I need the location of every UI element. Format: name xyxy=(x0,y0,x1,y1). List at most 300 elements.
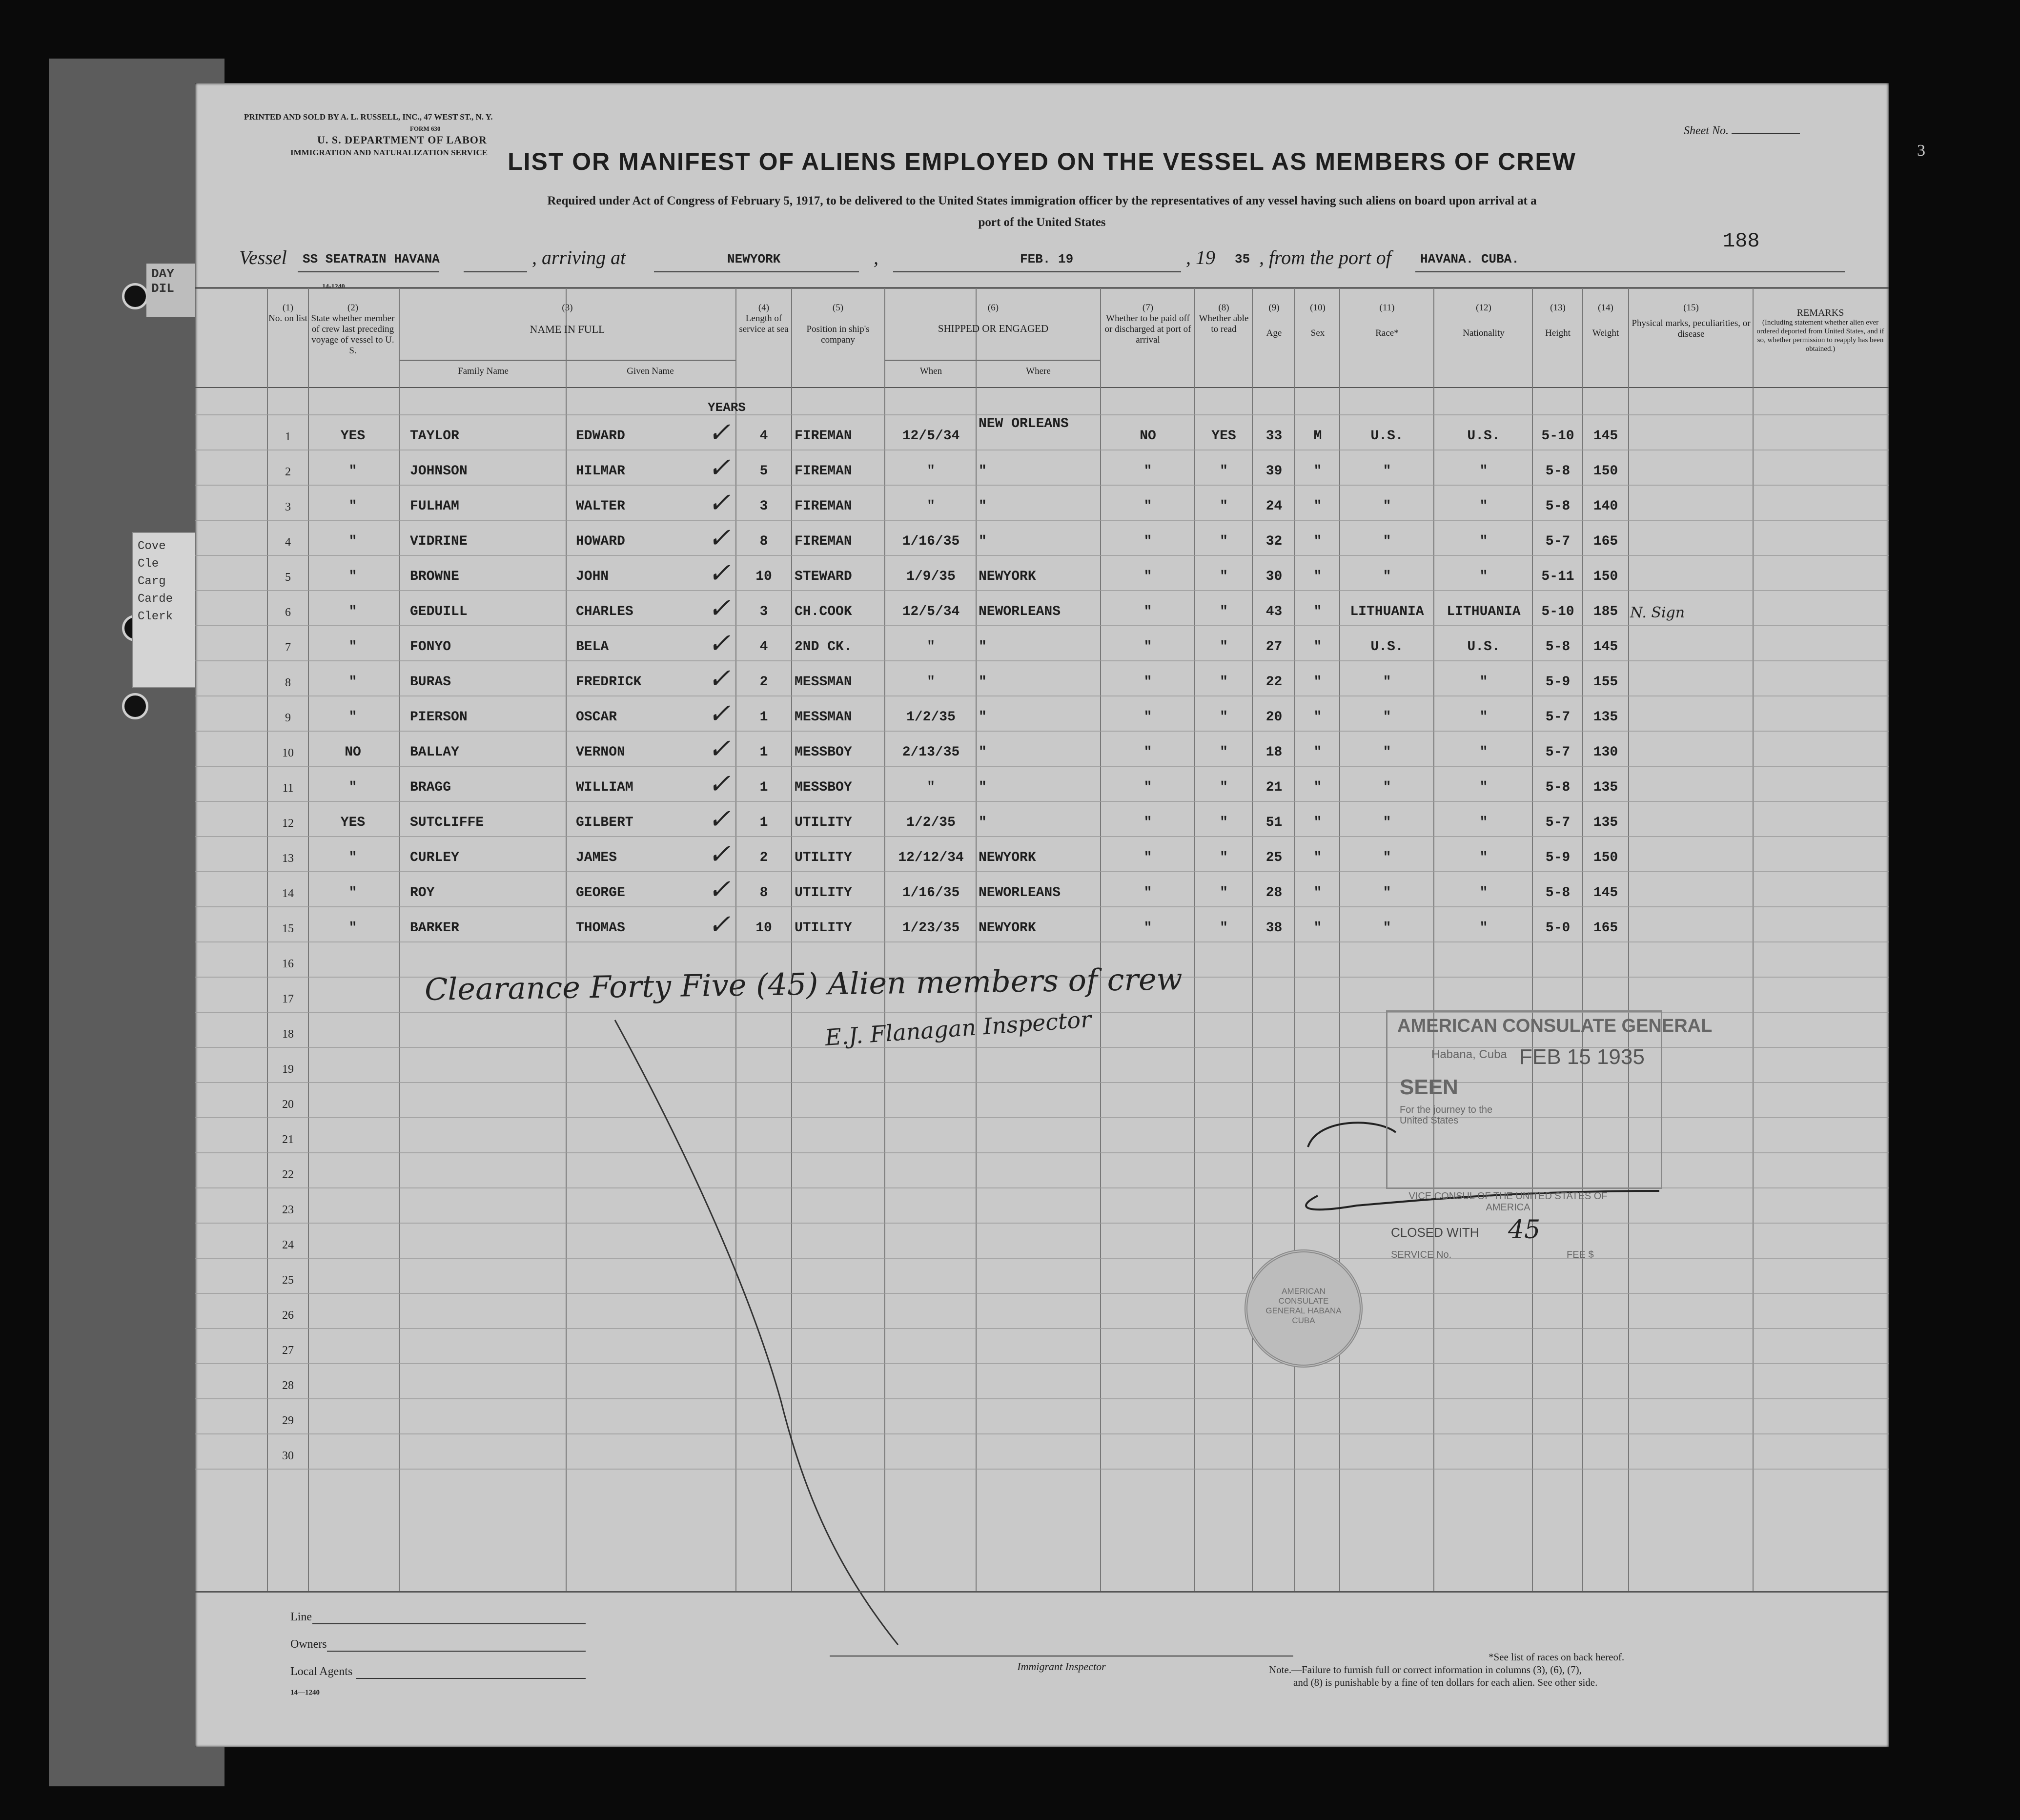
header-able-to-read: Whether able to read xyxy=(1199,313,1249,334)
cell-service: 10 xyxy=(755,569,772,584)
cell-given: GILBERT xyxy=(576,815,633,830)
header-given-name: Given Name xyxy=(627,366,674,376)
row-number: 19 xyxy=(282,1063,294,1076)
manifest-sheet xyxy=(195,83,1925,1747)
cell-paid: " xyxy=(1143,499,1152,514)
cell-sex: " xyxy=(1313,675,1322,690)
header-remarks: REMARKS xyxy=(1796,307,1844,318)
cell-no: 13 xyxy=(282,852,294,865)
cell-where: " xyxy=(979,815,987,830)
cell-given: FREDRICK xyxy=(576,675,642,690)
cell-prev: " xyxy=(348,885,357,900)
document-title: LIST OR MANIFEST OF ALIENS EMPLOYED ON THE VESSEL AS MEMBERS OF CREW xyxy=(508,148,1576,175)
cell-sex: " xyxy=(1313,569,1322,584)
cell-height: 5-9 xyxy=(1545,850,1571,865)
header-race: Race* xyxy=(1375,328,1399,338)
check-mark-icon: ✓ xyxy=(708,698,731,730)
cell-position: STEWARD xyxy=(795,569,852,584)
handwritten-clearance-note: Clearance Forty Five (45) Alien members of crew xyxy=(424,961,1183,1007)
page-mark: 3 xyxy=(1917,142,1925,160)
header-paid-off: Whether to be paid off or discharged at port of arrival xyxy=(1104,313,1191,345)
check-mark-icon: ✓ xyxy=(708,838,731,870)
cell-given: VERNON xyxy=(576,745,625,760)
cell-given: JAMES xyxy=(576,850,617,865)
footer-inspector-label: Immigrant Inspector xyxy=(1017,1660,1106,1673)
cell-nationality: " xyxy=(1479,850,1488,865)
cell-when: 1/16/35 xyxy=(902,885,960,900)
cell-given: OSCAR xyxy=(576,710,617,725)
footer-agents-label: Local Agents xyxy=(290,1665,353,1678)
cell-nationality: " xyxy=(1479,675,1488,690)
cell-race: " xyxy=(1383,464,1391,479)
cell-race: " xyxy=(1383,710,1391,725)
cell-nationality: U.S. xyxy=(1467,639,1500,654)
cell-when: 12/5/34 xyxy=(902,429,960,444)
cell-given: GEORGE xyxy=(576,885,625,900)
cell-position: UTILITY xyxy=(795,815,852,830)
cell-family: CURLEY xyxy=(410,850,459,865)
col-number: (9) xyxy=(1268,303,1280,313)
cell-position: FIREMAN xyxy=(795,534,852,549)
cell-prev: NO xyxy=(345,745,361,760)
cell-age: 22 xyxy=(1265,675,1283,690)
cell-sex: " xyxy=(1313,850,1322,865)
cell-age: 24 xyxy=(1265,499,1283,514)
cell-position: MESSMAN xyxy=(795,675,852,690)
cell-when: 1/2/35 xyxy=(906,815,956,830)
cell-paid: " xyxy=(1143,604,1152,619)
seal-text: AMERICAN CONSULATE GENERAL HABANA CUBA xyxy=(1265,1287,1342,1325)
cell-paid: " xyxy=(1143,639,1152,654)
cell-service: 1 xyxy=(759,780,768,795)
handwritten-inspector-signature: E.J. Flanagan Inspector xyxy=(824,1006,1092,1051)
sheet-label: Sheet No. xyxy=(1684,124,1729,137)
cell-sex: " xyxy=(1313,745,1322,760)
cell-nationality: " xyxy=(1479,534,1488,549)
cell-read: " xyxy=(1220,885,1228,900)
cell-race: " xyxy=(1383,569,1391,584)
cell-position: FIREMAN xyxy=(795,499,852,514)
cell-family: FONYO xyxy=(410,639,451,654)
cell-where: " xyxy=(979,710,987,725)
cell-height: 5-7 xyxy=(1545,534,1571,549)
cell-sex: " xyxy=(1313,780,1322,795)
cell-service: 1 xyxy=(759,745,768,760)
header-sex: Sex xyxy=(1310,328,1325,338)
cell-read: " xyxy=(1220,920,1228,936)
cell-nationality: " xyxy=(1479,745,1488,760)
cell-prev: " xyxy=(348,464,357,479)
check-mark-icon: ✓ xyxy=(708,663,731,695)
header-weight: Weight xyxy=(1592,328,1619,338)
cell-age: 28 xyxy=(1265,885,1283,900)
arriving-label: , arriving at xyxy=(532,246,626,268)
arriving-port: NEWYORK xyxy=(727,252,781,266)
header-where: Where xyxy=(1026,366,1051,376)
check-mark-icon: ✓ xyxy=(708,803,731,835)
cell-no: 7 xyxy=(285,641,291,654)
cell-age: 38 xyxy=(1265,920,1283,936)
cell-age: 20 xyxy=(1265,710,1283,725)
cell-nationality: U.S. xyxy=(1467,429,1500,444)
cell-read: " xyxy=(1220,710,1228,725)
stamp-lower-block xyxy=(1386,1191,1659,1274)
row-number: 26 xyxy=(282,1309,294,1322)
form-number: FORM 630 xyxy=(410,125,441,132)
cell-family: BALLAY xyxy=(410,745,459,760)
cell-service: 3 xyxy=(759,499,768,514)
cell-read: " xyxy=(1220,639,1228,654)
cell-weight: 185 xyxy=(1593,604,1618,619)
cell-no: 11 xyxy=(282,782,294,795)
cell-no: 9 xyxy=(285,712,291,724)
col-number: (3) xyxy=(562,303,573,313)
cell-paid: " xyxy=(1143,464,1152,479)
check-mark-icon: ✓ xyxy=(708,557,731,589)
cell-read: " xyxy=(1220,464,1228,479)
cell-when: " xyxy=(927,464,935,479)
cell-where: NEW ORLEANS xyxy=(979,416,1069,431)
cell-family: BURAS xyxy=(410,675,451,690)
cell-no: 12 xyxy=(282,817,294,830)
cell-where: " xyxy=(979,745,987,760)
cell-paid: " xyxy=(1143,850,1152,865)
cell-race: U.S. xyxy=(1370,429,1404,444)
cell-nationality: " xyxy=(1479,499,1488,514)
cell-family: FULHAM xyxy=(410,499,459,514)
binder-hole-icon xyxy=(122,283,148,309)
cell-sex: " xyxy=(1313,920,1322,936)
cell-race: " xyxy=(1383,850,1391,865)
cell-age: 32 xyxy=(1265,534,1283,549)
cell-prev: " xyxy=(348,604,357,619)
row-number: 24 xyxy=(282,1239,294,1251)
cell-nationality: " xyxy=(1479,780,1488,795)
cell-race: " xyxy=(1383,815,1391,830)
cell-height: 5-0 xyxy=(1545,920,1571,936)
stamp-line-3: For the journey to the xyxy=(1400,1104,1493,1115)
col-number: (2) xyxy=(347,303,359,313)
cell-family: BROWNE xyxy=(410,569,459,584)
cell-when: " xyxy=(927,499,935,514)
cell-given: JOHN xyxy=(576,569,609,584)
header-when: When xyxy=(919,366,942,376)
cell-age: 30 xyxy=(1265,569,1283,584)
stamp-line-1: AMERICAN CONSULATE GENERAL xyxy=(1397,1016,1713,1036)
binder-hole-icon xyxy=(122,693,148,719)
year-suffix: 35 xyxy=(1235,252,1250,266)
cell-age: 43 xyxy=(1265,604,1283,619)
cell-nationality: " xyxy=(1479,920,1488,936)
cell-position: FIREMAN xyxy=(795,464,852,479)
binder-label: DIL xyxy=(151,281,174,296)
cell-sex: " xyxy=(1313,815,1322,830)
cell-race: U.S. xyxy=(1370,639,1404,654)
stamp-line-4: United States xyxy=(1400,1115,1459,1126)
col-number: (14) xyxy=(1598,303,1613,313)
arrival-date: FEB. 19 xyxy=(1020,252,1074,266)
col-number: (8) xyxy=(1218,303,1229,313)
cell-height: 5-8 xyxy=(1545,464,1571,479)
cell-nationality: " xyxy=(1479,710,1488,725)
cell-weight: 135 xyxy=(1593,815,1618,830)
cell-height: 5-8 xyxy=(1545,780,1571,795)
cell-read: " xyxy=(1220,675,1228,690)
stamp-closed-value: 45 xyxy=(1508,1215,1541,1245)
cell-position: UTILITY xyxy=(795,885,852,900)
check-mark-icon: ✓ xyxy=(708,909,731,941)
cell-service: 3 xyxy=(759,604,768,619)
stamp-service-label: SERVICE No. xyxy=(1391,1249,1452,1260)
cell-service: 1 xyxy=(759,710,768,725)
service: IMMIGRATION AND NATURALIZATION SERVICE xyxy=(290,148,488,157)
cell-when: 1/2/35 xyxy=(906,710,956,725)
from-port: HAVANA. CUBA. xyxy=(1420,252,1519,266)
row-number: 22 xyxy=(282,1168,294,1181)
cell-sex: " xyxy=(1313,639,1322,654)
cell-race: " xyxy=(1383,534,1391,549)
cell-family: SUTCLIFFE xyxy=(410,815,484,830)
cell-when: 1/23/35 xyxy=(902,920,960,936)
row-number: 16 xyxy=(282,958,294,970)
cell-prev: YES xyxy=(340,815,366,830)
row-number: 27 xyxy=(282,1344,294,1357)
cell-position: MESSBOY xyxy=(795,780,852,795)
cell-prev: " xyxy=(348,920,357,936)
cell-read: " xyxy=(1220,745,1228,760)
cell-position: 2ND CK. xyxy=(795,639,852,654)
header-age: Age xyxy=(1266,328,1282,338)
cell-position: FIREMAN xyxy=(795,429,852,444)
year-prefix: , 19 xyxy=(1186,246,1215,268)
cell-paid: " xyxy=(1143,569,1152,584)
cell-when: 2/13/35 xyxy=(902,745,960,760)
cell-read: " xyxy=(1220,780,1228,795)
row-number: 21 xyxy=(282,1133,294,1146)
cell-no: 3 xyxy=(285,501,291,513)
cell-weight: 145 xyxy=(1593,429,1618,444)
cell-read: " xyxy=(1220,534,1228,549)
cell-race: " xyxy=(1383,885,1391,900)
check-mark-icon: ✓ xyxy=(708,733,731,765)
row-number: 20 xyxy=(282,1098,294,1111)
col-number: (1) xyxy=(282,303,294,313)
cell-when: " xyxy=(927,780,935,795)
cell-sex: " xyxy=(1313,499,1322,514)
cell-family: GEDUILL xyxy=(410,604,468,619)
cell-when: 12/12/34 xyxy=(898,850,964,865)
cell-height: 5-7 xyxy=(1545,815,1571,830)
cell-height: 5-9 xyxy=(1545,675,1571,690)
cell-prev: " xyxy=(348,675,357,690)
col-number: (13) xyxy=(1550,303,1566,313)
cell-family: PIERSON xyxy=(410,710,468,725)
stamp-closed-label: CLOSED WITH xyxy=(1391,1225,1479,1240)
cell-family: BARKER xyxy=(410,920,459,936)
cell-weight: 165 xyxy=(1593,920,1618,936)
header-nationality: Nationality xyxy=(1463,328,1505,338)
cell-height: 5-10 xyxy=(1541,429,1574,444)
header-shipped: SHIPPED OR ENGAGED xyxy=(938,323,1049,334)
stamp-line-2: Habana, Cuba xyxy=(1431,1048,1507,1061)
cell-weight: 155 xyxy=(1593,675,1618,690)
cell-weight: 130 xyxy=(1593,745,1618,760)
cell-where: " xyxy=(979,464,987,479)
cell-no: 1 xyxy=(285,430,291,443)
cell-when: 12/5/34 xyxy=(902,604,960,619)
cell-race: " xyxy=(1383,920,1391,936)
cell-race: " xyxy=(1383,675,1391,690)
row-number: 25 xyxy=(282,1274,294,1287)
cell-family: BRAGG xyxy=(410,780,451,795)
cell-given: HOWARD xyxy=(576,534,625,549)
header-no-on-list: No. on list xyxy=(268,313,307,324)
stamp-seen: SEEN xyxy=(1400,1075,1458,1099)
row-number: 29 xyxy=(282,1414,294,1427)
col-number: (12) xyxy=(1476,303,1491,313)
cell-sex: " xyxy=(1313,464,1322,479)
check-mark-icon: ✓ xyxy=(708,628,731,659)
col-number: (6) xyxy=(987,303,999,313)
cell-family: VIDRINE xyxy=(410,534,468,549)
cell-position: UTILITY xyxy=(795,920,852,936)
cell-height: 5-11 xyxy=(1541,569,1574,584)
cell-family: JOHNSON xyxy=(410,464,468,479)
sheet-number: 188 xyxy=(1723,229,1760,253)
check-mark-icon: ✓ xyxy=(708,417,731,449)
binder-label: Cove xyxy=(138,540,166,553)
cell-weight: 135 xyxy=(1593,780,1618,795)
cell-nationality: " xyxy=(1479,569,1488,584)
cell-given: CHARLES xyxy=(576,604,633,619)
cell-height: 5-8 xyxy=(1545,499,1571,514)
cell-service: 8 xyxy=(759,885,768,900)
cell-sex: " xyxy=(1313,604,1322,619)
cell-height: 5-7 xyxy=(1545,710,1571,725)
cell-no: 10 xyxy=(282,747,294,759)
cell-weight: 145 xyxy=(1593,639,1618,654)
cell-when: " xyxy=(927,675,935,690)
cell-where: NEWORLEANS xyxy=(979,885,1061,900)
vessel-line: Vessel SS SEATRAIN HAVANA , arriving at NEWYORK , FEB. 19 , 19 35 , from the port of HAVANA. CUBA. xyxy=(239,246,1850,273)
cell-family: ROY xyxy=(410,885,435,900)
cell-family: TAYLOR xyxy=(410,429,459,444)
header-family-name: Family Name xyxy=(458,366,509,376)
cell-paid: " xyxy=(1143,745,1152,760)
footer-owners-label: Owners xyxy=(290,1638,327,1651)
cell-race: " xyxy=(1383,780,1391,795)
stamp-date: FEB 15 1935 xyxy=(1519,1045,1645,1069)
cell-position: UTILITY xyxy=(795,850,852,865)
subtitle-line-2: port of the United States xyxy=(978,216,1106,229)
underlying-sheet-tab xyxy=(132,532,205,688)
cell-where: " xyxy=(979,534,987,549)
cell-sex: " xyxy=(1313,710,1322,725)
cell-service: 4 xyxy=(759,639,768,654)
binder-label: Carg xyxy=(138,575,166,588)
cell-where: NEWYORK xyxy=(979,920,1036,936)
subtitle-line-1: Required under Act of Congress of February 5, 1917, to be delivered to the United States immigration officer by the representatives of any vessel having such aliens on board upon arrival at a xyxy=(547,194,1537,207)
cell-paid: " xyxy=(1143,815,1152,830)
cell-prev: " xyxy=(348,850,357,865)
header-name-in-full: NAME IN FULL xyxy=(530,323,605,335)
consulate-stamp xyxy=(1386,1010,1713,1189)
cell-no: 8 xyxy=(285,676,291,689)
cell-weight: 145 xyxy=(1593,885,1618,900)
cell-age: 21 xyxy=(1265,780,1283,795)
cell-when: " xyxy=(927,639,935,654)
cell-paid: " xyxy=(1143,534,1152,549)
header-prev-voyage: State whether member of crew last preceding voyage of vessel to U. S. xyxy=(311,313,395,356)
cell-weight: 135 xyxy=(1593,710,1618,725)
cell-where: NEWORLEANS xyxy=(979,604,1061,619)
cell-position: MESSBOY xyxy=(795,745,852,760)
binder-label: Cle xyxy=(138,557,159,571)
cell-paid: " xyxy=(1143,780,1152,795)
footer-race-note: *See list of races on back hereof. xyxy=(1489,1651,1625,1663)
col-number: (11) xyxy=(1379,303,1395,313)
cell-age: 18 xyxy=(1265,745,1283,760)
cell-when: 1/9/35 xyxy=(906,569,956,584)
cell-where: NEWYORK xyxy=(979,569,1036,584)
row-number: 23 xyxy=(282,1204,294,1216)
cell-prev: " xyxy=(348,499,357,514)
header-physical-marks: Physical marks, peculiarities, or disease xyxy=(1632,318,1751,339)
binder-label: Clerk xyxy=(138,610,173,623)
cell-nationality: LITHUANIA xyxy=(1447,604,1521,619)
cell-race: " xyxy=(1383,745,1391,760)
cell-service: 2 xyxy=(759,850,768,865)
cell-where: " xyxy=(979,499,987,514)
cell-read: " xyxy=(1220,499,1228,514)
header-height: Height xyxy=(1545,328,1571,338)
cell-no: 6 xyxy=(285,606,291,619)
cell-position: MESSMAN xyxy=(795,710,852,725)
cell-paid: " xyxy=(1143,920,1152,936)
row-number: 28 xyxy=(282,1379,294,1392)
stamp-vice-consul: VICE CONSUL OF THE UNITED STATES OF AMERICA xyxy=(1408,1191,1608,1213)
check-mark-icon: ✓ xyxy=(708,522,731,554)
cell-nationality: " xyxy=(1479,885,1488,900)
cell-service: 2 xyxy=(759,675,768,690)
footer-penalty-note-1: Note.—Failure to furnish full or correct information in columns (3), (6), (7), xyxy=(1269,1664,1582,1676)
cell-read: " xyxy=(1220,569,1228,584)
vessel-label: Vessel xyxy=(239,246,287,268)
cell-height: 5-10 xyxy=(1541,604,1574,619)
cell-height: 5-7 xyxy=(1545,745,1571,760)
cell-height: 5-8 xyxy=(1545,885,1571,900)
cell-age: 39 xyxy=(1265,464,1283,479)
cell-read: " xyxy=(1220,850,1228,865)
col-number: (10) xyxy=(1310,303,1326,313)
row-number: 18 xyxy=(282,1028,294,1041)
col-number: (4) xyxy=(758,303,770,313)
publisher-line: PRINTED AND SOLD BY A. L. RUSSELL, INC., 47 WEST ST., N. Y. xyxy=(244,112,493,122)
cell-weight: 165 xyxy=(1593,534,1618,549)
cell-paid: " xyxy=(1143,710,1152,725)
cell-nationality: " xyxy=(1479,815,1488,830)
cell-given: THOMAS xyxy=(576,920,625,936)
cell-paid: " xyxy=(1143,885,1152,900)
cell-when: 1/16/35 xyxy=(902,534,960,549)
cell-prev: " xyxy=(348,710,357,725)
cell-prev: " xyxy=(348,534,357,549)
cell-given: HILMAR xyxy=(576,464,625,479)
cell-where: NEWYORK xyxy=(979,850,1036,865)
cell-race: " xyxy=(1383,499,1391,514)
check-mark-icon: ✓ xyxy=(708,487,731,519)
form-code-small: 14-1240 xyxy=(322,283,345,290)
